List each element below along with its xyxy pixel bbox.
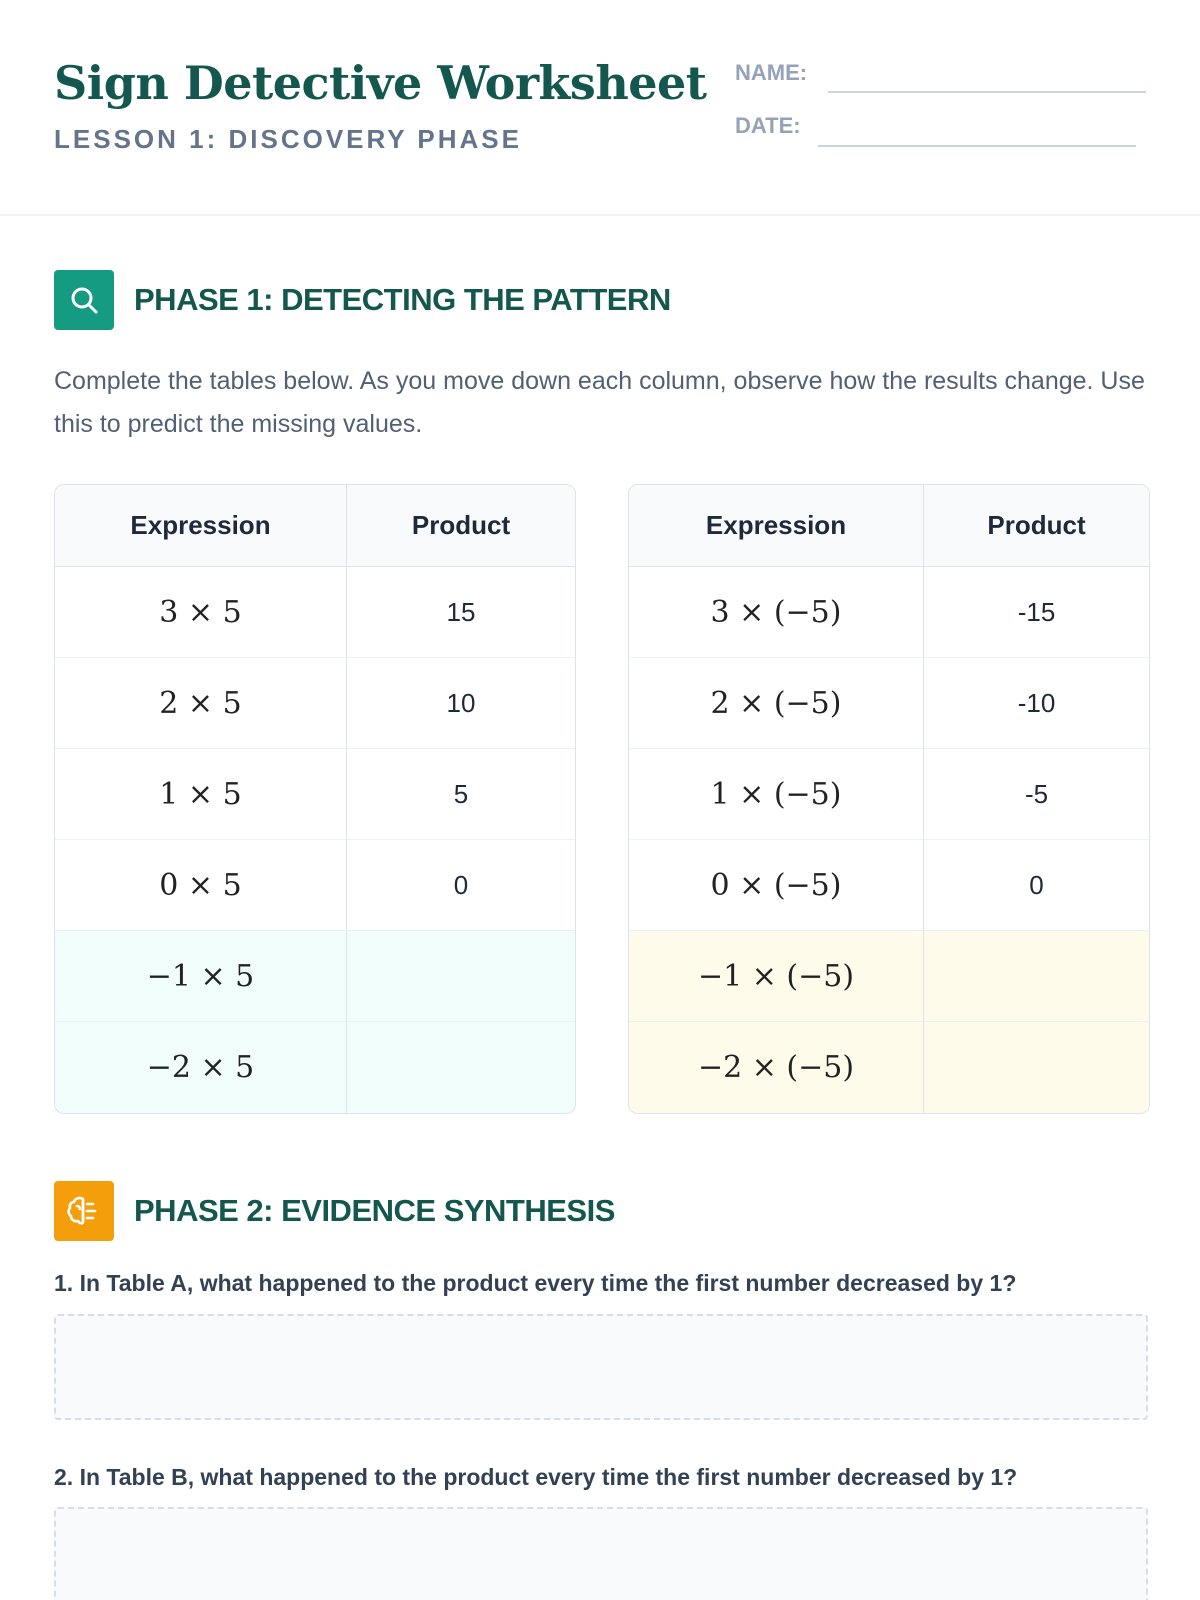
- column-header: Product: [924, 485, 1149, 567]
- table-row: [629, 749, 1149, 840]
- name-label: NAME:: [735, 60, 808, 85]
- expression-cell: 1 × (−5): [629, 749, 924, 840]
- expression-cell: 1 × 5: [55, 749, 347, 840]
- question-1: 1. In Table A, what happened to the product every time the first number decreased by 1?: [54, 1270, 1017, 1296]
- product-answer-cell[interactable]: [924, 1022, 1149, 1113]
- expression-cell: 2 × 5: [55, 658, 347, 749]
- product-cell: -5: [924, 749, 1149, 840]
- name-input-line[interactable]: [828, 91, 1146, 93]
- table-row-blank: [55, 931, 575, 1022]
- product-cell: 5: [347, 749, 575, 840]
- table-row: [55, 658, 575, 749]
- answer-box-1[interactable]: [54, 1314, 1148, 1420]
- phase2-title: PHASE 2: EVIDENCE SYNTHESIS: [134, 1193, 615, 1228]
- table-row: [629, 658, 1149, 749]
- product-answer-cell[interactable]: [347, 1022, 575, 1113]
- table-row-blank: [629, 1022, 1149, 1113]
- table-row: [55, 749, 575, 840]
- question-2: 2. In Table B, what happened to the product every time the first number decreased by 1?: [54, 1464, 1018, 1490]
- brain-icon: [54, 1181, 114, 1241]
- table-header-row: [55, 485, 575, 567]
- date-input-line[interactable]: [818, 145, 1136, 147]
- table-row-blank: [55, 1022, 575, 1113]
- answer-box-2[interactable]: [54, 1507, 1148, 1600]
- phase1-instructions: Complete the tables below. As you move down each column, observe how the results change. Use this to predict the missing values.: [54, 367, 1145, 438]
- column-header: Product: [347, 485, 575, 567]
- page-title: Sign Detective Worksheet: [54, 56, 707, 110]
- date-label: DATE:: [735, 113, 801, 138]
- column-header: Expression: [55, 485, 347, 567]
- table-row: [629, 840, 1149, 931]
- magnifier-icon: [54, 270, 114, 330]
- table-row: [629, 567, 1149, 658]
- product-answer-cell[interactable]: [924, 931, 1149, 1022]
- product-cell: -10: [924, 658, 1149, 749]
- expression-cell: −1 × (−5): [629, 931, 924, 1022]
- product-cell: 15: [347, 567, 575, 658]
- column-header: Expression: [629, 485, 924, 567]
- expression-cell: −2 × (−5): [629, 1022, 924, 1113]
- expression-cell: 3 × (−5): [629, 567, 924, 658]
- expression-cell: 0 × (−5): [629, 840, 924, 931]
- expression-cell: 0 × 5: [55, 840, 347, 931]
- product-cell: 0: [924, 840, 1149, 931]
- table-header-row: [629, 485, 1149, 567]
- table-a: [54, 484, 576, 1114]
- table-row-blank: [629, 931, 1149, 1022]
- product-cell: 0: [347, 840, 575, 931]
- expression-cell: 3 × 5: [55, 567, 347, 658]
- expression-cell: −1 × 5: [55, 931, 347, 1022]
- expression-cell: 2 × (−5): [629, 658, 924, 749]
- product-cell: -15: [924, 567, 1149, 658]
- worksheet-header: [0, 0, 1200, 216]
- phase1-title: PHASE 1: DETECTING THE PATTERN: [134, 282, 671, 317]
- table-b: [628, 484, 1150, 1114]
- product-cell: 10: [347, 658, 575, 749]
- lesson-subtitle: LESSON 1: DISCOVERY PHASE: [54, 124, 522, 154]
- product-answer-cell[interactable]: [347, 931, 575, 1022]
- table-row: [55, 840, 575, 931]
- expression-cell: −2 × 5: [55, 1022, 347, 1113]
- table-row: [55, 567, 575, 658]
